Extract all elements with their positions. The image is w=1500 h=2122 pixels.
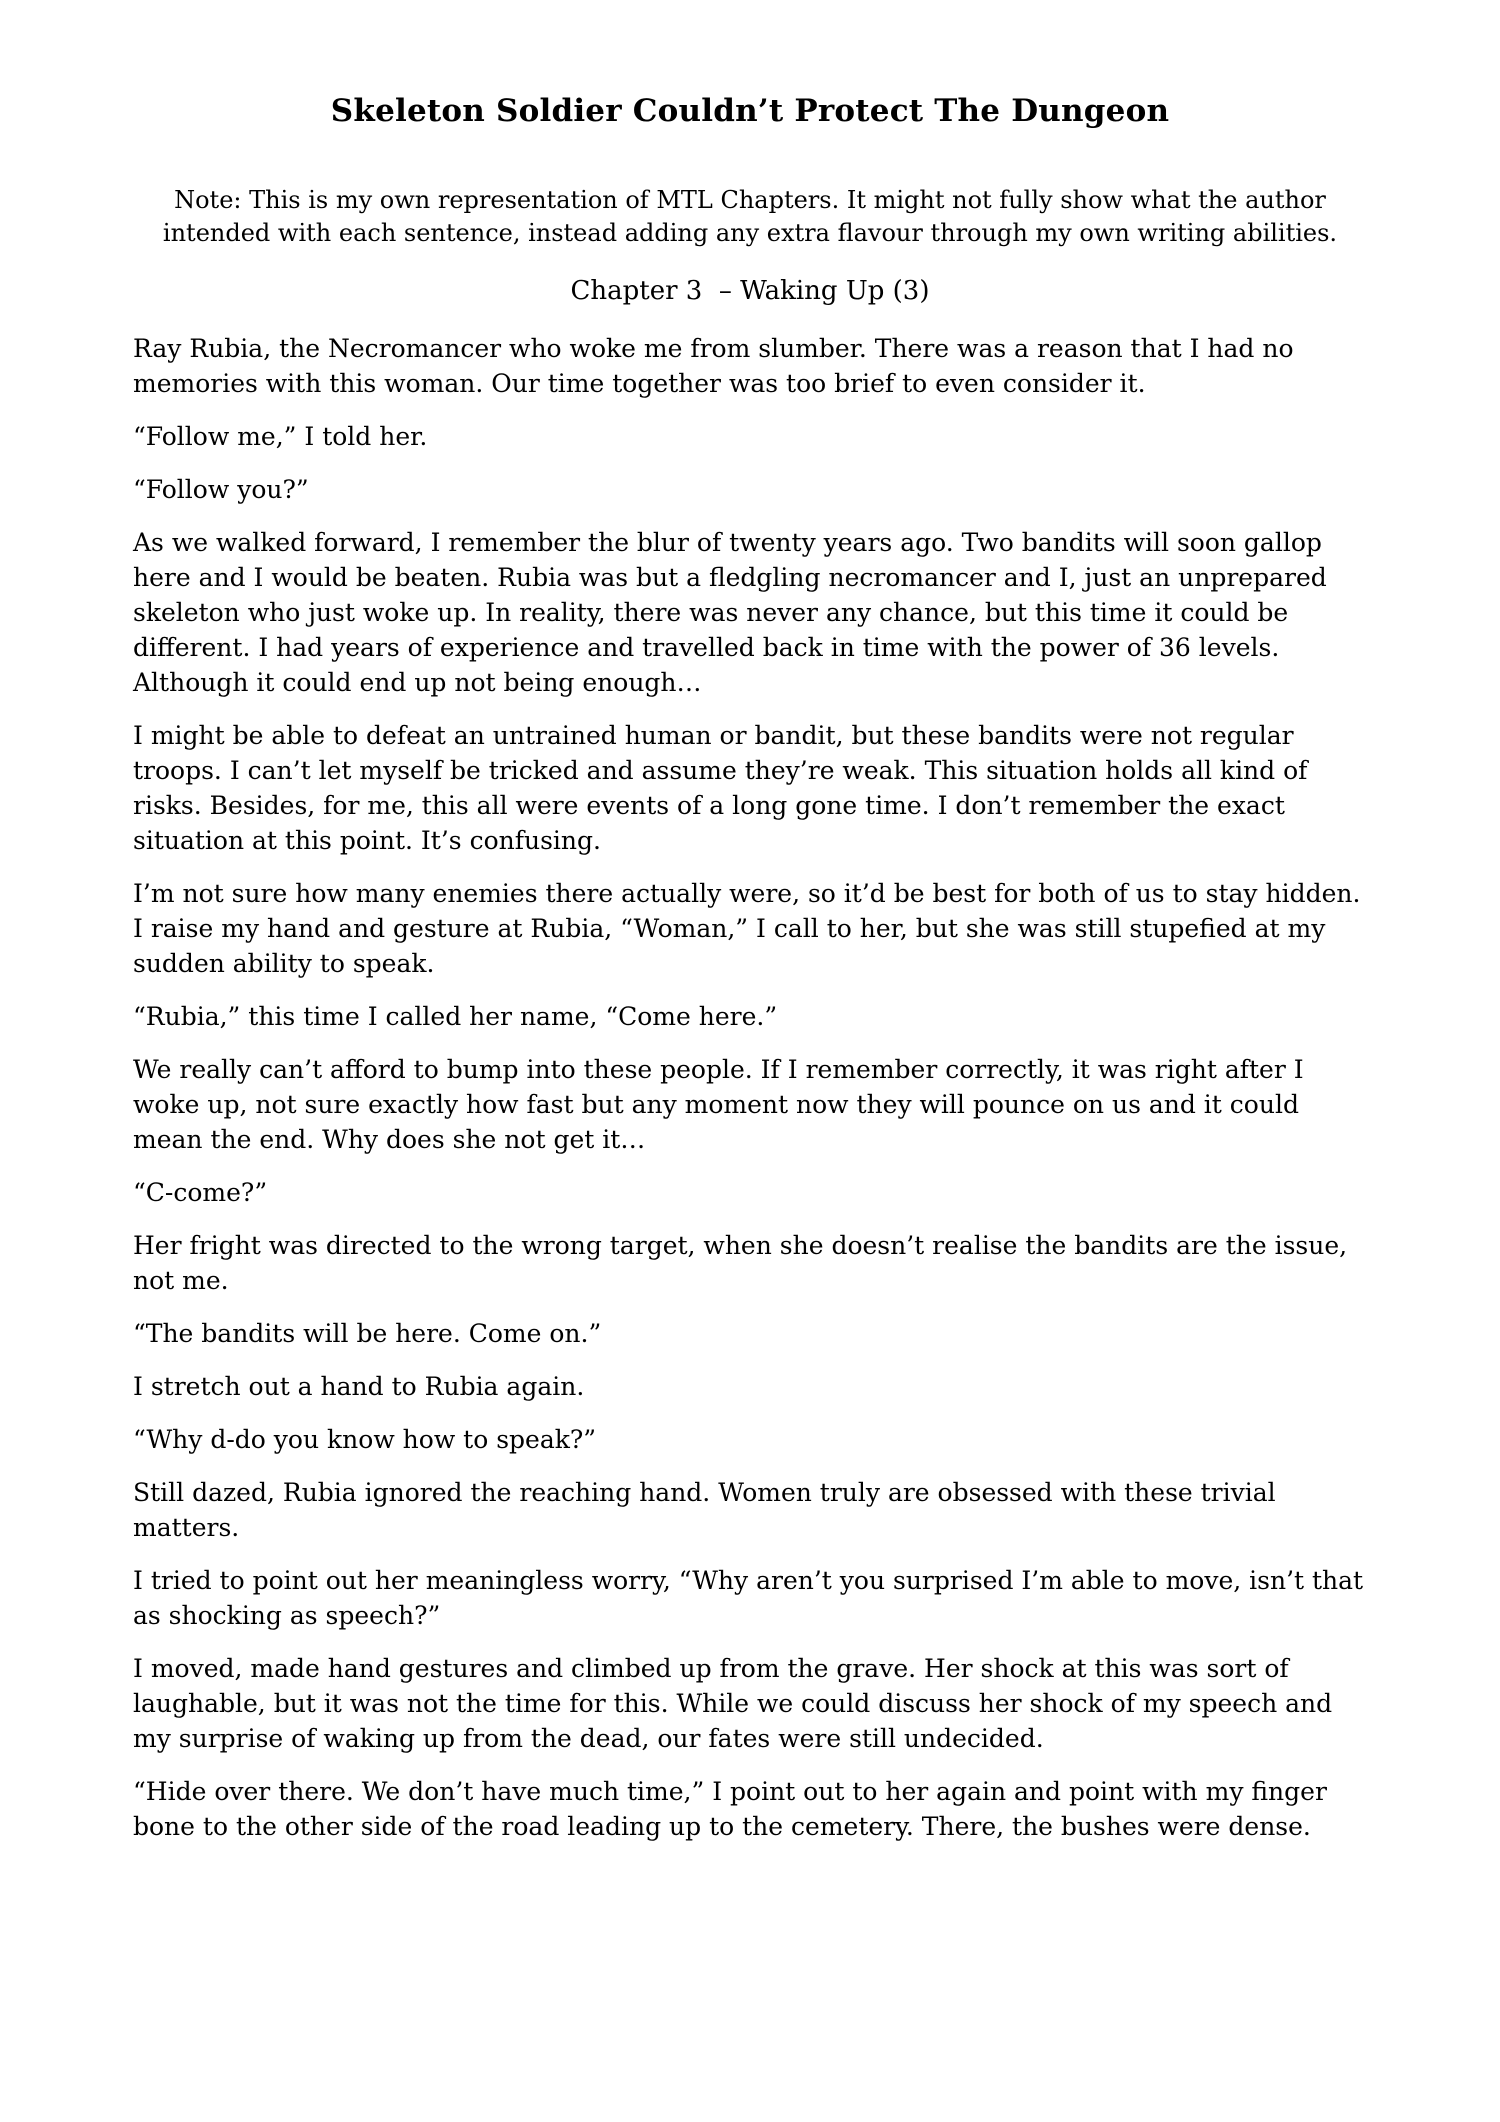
paragraph: I might be able to defeat an untrained human or bandit, but these bandits were not regular troops. I can’t let myself be tricked and assume they’re weak. This situation holds all kind of risks. Besides, for me, this all were events of a long gone time. I don’t remember the exact situation at this point. It’s confusing.	[133, 721, 1308, 855]
paragraph: “Why d-do you know how to speak?”	[133, 1425, 597, 1454]
paragraph: I moved, made hand gestures and climbed up from the grave. Her shock at this was sort of laughable, but it was not the time for this. While we could discuss her shock of my speech and my surprise of waking up from the dead, our fates were still undecided.	[133, 1654, 1333, 1753]
paragraph: We really can’t afford to bump into these people. If I remember correctly, it was right after I woke up, not sure exactly how fast but any moment now they will pounce on us and it could mean the end. Why does she not get it…	[133, 1055, 1304, 1154]
paragraph: “Follow you?”	[133, 475, 309, 504]
paragraph: As we walked forward, I remember the blur of twenty years ago. Two bandits will soon gallop here and I would be beaten. Rubia was but a fledgling necromancer and I, just an unprepared skeleton who just woke up. In reality, there was never any chance, but this time it could be different. I had years of experience and travelled back in time with the power of 36 levels. Although it could end up not being enough…	[133, 528, 1327, 697]
paragraph: “Rubia,” this time I called her name, “Come here.”	[133, 1002, 778, 1031]
paragraph: “The bandits will be here. Come on.”	[133, 1319, 602, 1348]
paragraph: “C-come?”	[133, 1178, 268, 1207]
paragraph: I tried to point out her meaningless worry, “Why aren’t you surprised I’m able to move, isn’t that as shocking as speech?”	[133, 1566, 1364, 1630]
chapter-heading: Chapter 3 – Waking Up (3)	[570, 276, 930, 306]
chapter-body	[133, 331, 1367, 1844]
paragraph: I’m not sure how many enemies there actually were, so it’d be best for both of us to stay hidden. I raise my hand and gesture at Rubia, “Woman,” I call to her, but she was still stupefied at my sudden ability to speak.	[133, 879, 1361, 978]
paragraph: Still dazed, Rubia ignored the reaching hand. Women truly are obsessed with these trivial matters.	[133, 1478, 1276, 1542]
paragraph: Ray Rubia, the Necromancer who woke me from slumber. There was a reason that I had no memories with this woman. Our time together was too brief to even consider it.	[133, 334, 1294, 398]
paragraph: Her fright was directed to the wrong target, when she doesn’t realise the bandits are the issue, not me.	[133, 1231, 1348, 1295]
translator-note: Note: This is my own representation of MTL Chapters. It might not fully show what the author intended with each sentence, instead adding any extra flavour through my own writing abilities.	[162, 186, 1338, 247]
page-title: Skeleton Soldier Couldn’t Protect The Dungeon	[330, 93, 1170, 129]
paragraph: “Hide over there. We don’t have much time,” I point out to her again and point with my finger bone to the other side of the road leading up to the cemetery. There, the bushes were dense.	[133, 1777, 1327, 1841]
paragraph: I stretch out a hand to Rubia again.	[133, 1372, 585, 1401]
paragraph: “Follow me,” I told her.	[133, 422, 428, 451]
